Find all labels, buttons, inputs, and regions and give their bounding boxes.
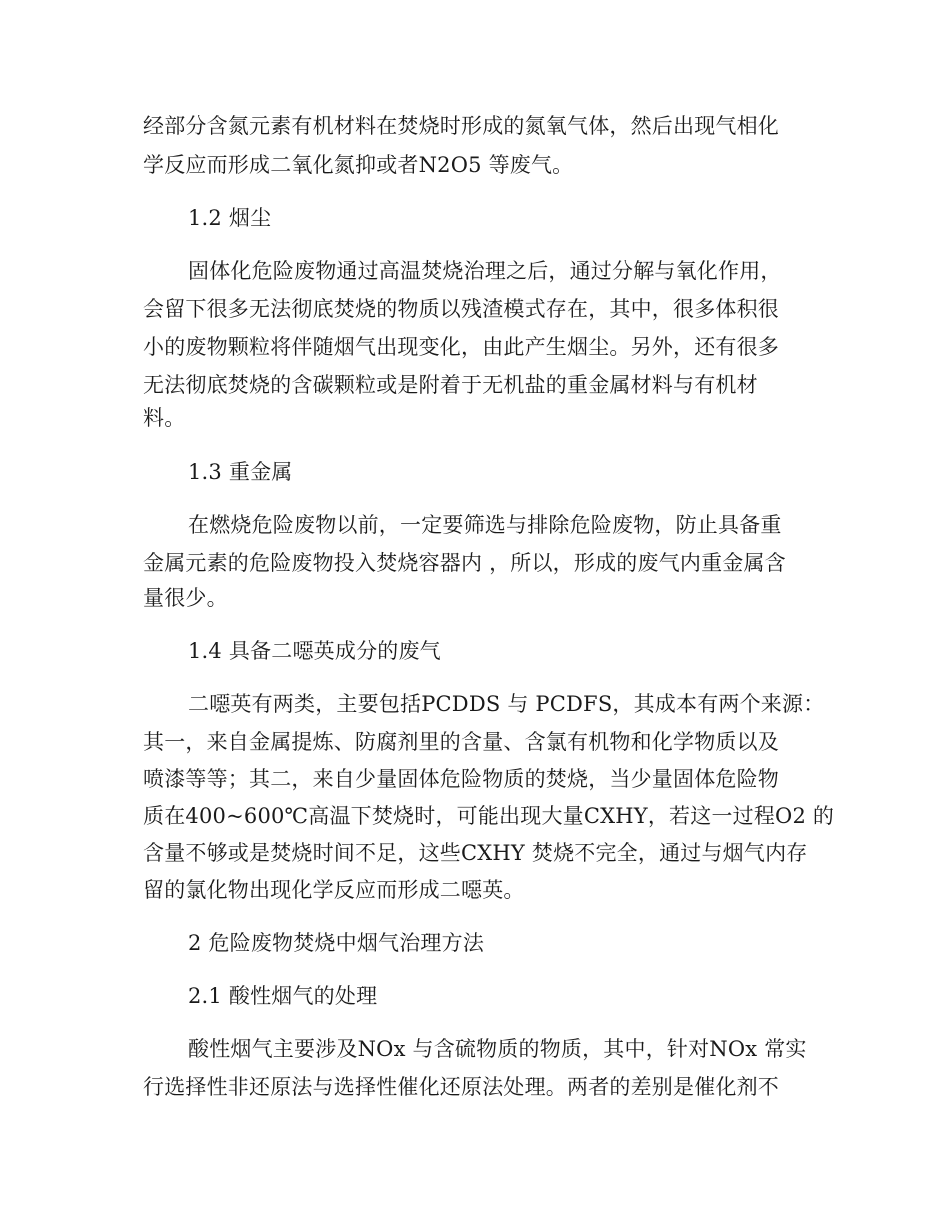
paragraph-line: 留的氯化物出现化学反应而形成二噁英。 <box>143 878 525 902</box>
paragraph-line: 其一，来自金属提炼、防腐剂里的含量、含氯有机物和化学物质以及 <box>143 730 779 754</box>
section-heading: 1.4 具备二噁英成分的废气 <box>188 639 441 663</box>
paragraph-line: 质在400~600℃高温下焚烧时，可能出现大量CXHY，若这一过程O2 的 <box>143 804 835 828</box>
paragraph-line: 会留下很多无法彻底焚烧的物质以残渣模式存在，其中，很多体积很 <box>143 297 779 321</box>
paragraph-line: 小的废物颗粒将伴随烟气出现变化，由此产生烟尘。另外，还有很多 <box>143 335 779 359</box>
paragraph-line: 料。 <box>143 406 186 430</box>
section-heading: 2 危险废物焚烧中烟气治理方法 <box>188 931 485 955</box>
paragraph-line: 学反应而形成二氧化氮抑或者N2O5 等废气。 <box>143 153 574 177</box>
section-heading: 1.2 烟尘 <box>188 206 272 230</box>
paragraph-line: 无法彻底焚烧的含碳颗粒或是附着于无机盐的重金属材料与有机材 <box>143 373 758 397</box>
paragraph-line: 经部分含氮元素有机材料在焚烧时形成的氮氧气体，然后出现气相化 <box>143 114 779 138</box>
paragraph-line: 固体化危险废物通过高温焚烧治理之后，通过分解与氧化作用， <box>188 259 782 283</box>
paragraph-line: 量很少。 <box>143 586 228 610</box>
paragraph-line: 酸性烟气主要涉及NOx 与含硫物质的物质，其中，针对NOx 常实 <box>188 1037 807 1061</box>
paragraph-line: 在燃烧危险废物以前，一定要筛选与排除危险废物，防止具备重 <box>188 513 782 537</box>
section-heading: 2.1 酸性烟气的处理 <box>188 984 378 1008</box>
paragraph-line: 金属元素的危险废物投入焚烧容器内 ，所以，形成的废气内重金属含 <box>143 551 786 575</box>
section-heading: 1.3 重金属 <box>188 460 293 484</box>
paragraph-line: 行选择性非还原法与选择性催化还原法处理。两者的差别是催化剂不 <box>143 1075 779 1099</box>
paragraph-line: 含量不够或是焚烧时间不足，这些CXHY 焚烧不完全，通过与烟气内存 <box>143 841 808 865</box>
paragraph-line: 二噁英有两类，主要包括PCDDS 与 PCDFS，其成本有两个来源： <box>188 692 825 716</box>
paragraph-line: 喷漆等等；其二，来自少量固体危险物质的焚烧，当少量固体危险物 <box>143 767 779 791</box>
